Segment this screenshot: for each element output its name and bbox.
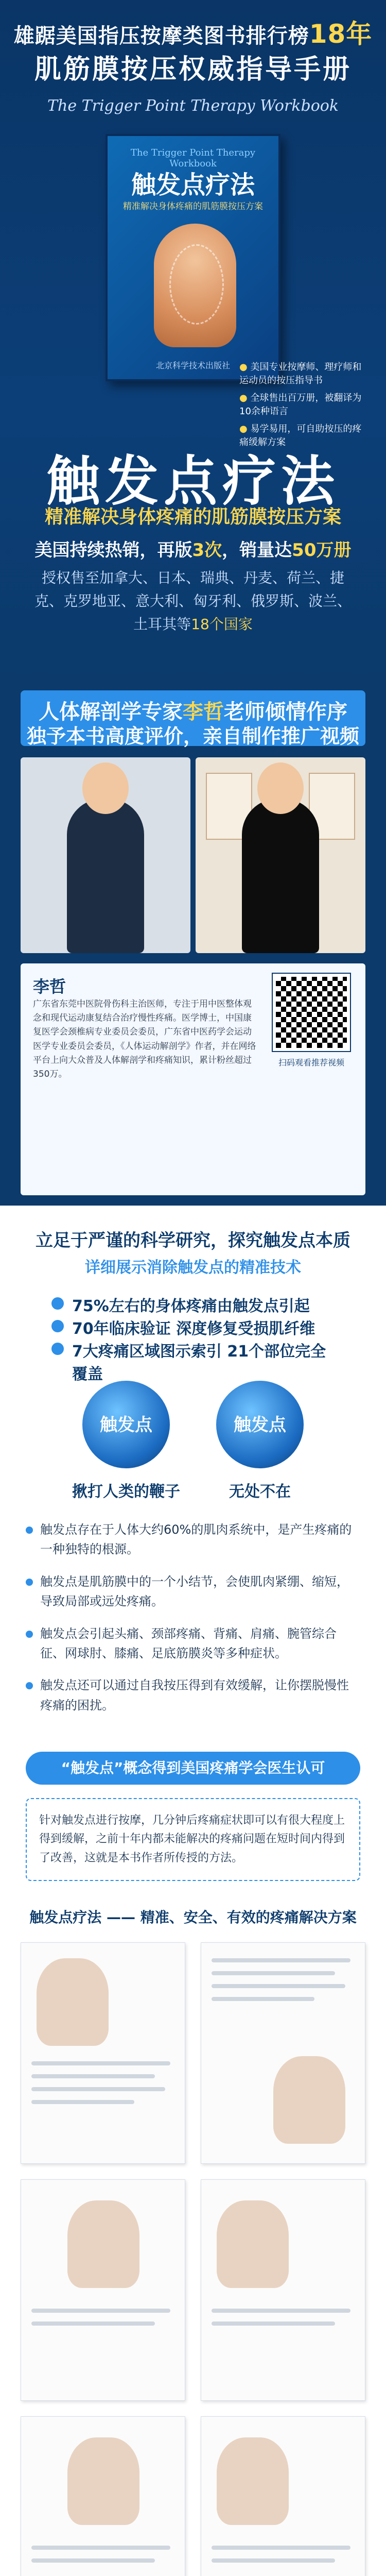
- key-fact-item: 7大疼痛区域图示索引 21个部位完全覆盖: [51, 1338, 340, 1361]
- recognition-note: 针对触发点进行按摩，几分钟后疼痛症状即可以有很大程度上得到缓解，之前十年内都未能解决的疼痛问题在短时间内得到了改善，这就是本书作者所传授的方法。: [26, 1798, 360, 1881]
- licensing-countries: [31, 567, 355, 636]
- science-heading-line2: 详细展示消除触发点的精准技术: [85, 1259, 301, 1277]
- key-facts-list: [51, 1293, 340, 1383]
- sphere-label: 触发点: [100, 1415, 152, 1435]
- qr-caption: 扫码观看推荐视频: [278, 1058, 344, 1067]
- preface-banner: [21, 690, 365, 746]
- book-cover-english-title: The Trigger Point Therapy Workbook: [130, 147, 256, 169]
- sphere-label: 触发点: [234, 1415, 286, 1435]
- trigger-point-sphere-right: [216, 1381, 304, 1468]
- sales-stat-pre: 美国持续热销，再版: [34, 540, 192, 561]
- book-cover-title: 触发点疗法: [131, 171, 255, 199]
- hero-english-subtitle: The Trigger Point Therapy Workbook: [47, 97, 339, 115]
- blurb-item: ● 全球售出百万册，被翻译为10余种语言: [239, 392, 368, 418]
- hero-title-line1: [0, 13, 386, 50]
- science-heading-line1: 立足于严谨的科学研究，探究触发点本质: [36, 1230, 350, 1251]
- science-heading: [0, 1226, 386, 1277]
- blurb-item: ● 易学易用，可自助按压的疼痛缓解方案: [239, 422, 368, 449]
- preface-author-section: [0, 680, 386, 1206]
- sample-page: [201, 2179, 365, 2401]
- author-name: 李哲: [33, 977, 66, 996]
- author-classroom-photo: [196, 757, 365, 953]
- explanation-paragraph: 触发点还可以通过自我按压得到有效缓解，让你摆脱慢性疼痛的困扰。: [26, 1675, 360, 1715]
- hand-massage-figure: [217, 2200, 289, 2288]
- anatomy-figure: [273, 2056, 345, 2144]
- book-cover: [106, 134, 280, 381]
- sample-page: [21, 1942, 185, 2164]
- sales-stat-mid: ，销量达: [222, 540, 292, 561]
- hand-massage-figure: [67, 2200, 139, 2288]
- sphere-caption-left: 揪打人类的鞭子: [72, 1483, 180, 1501]
- sales-stat-copies: 50万册: [292, 540, 352, 561]
- book-cover-publisher: 北京科学技术出版社: [155, 361, 230, 370]
- content-section: [0, 1206, 386, 2576]
- sales-stat: [0, 536, 386, 561]
- body-map-figure: [67, 2437, 139, 2525]
- author-figure: [67, 799, 144, 953]
- blurb-item: ● 美国专业按摩师、理疗师和运动员的按压指导书: [239, 361, 368, 387]
- sphere-caption-right: 无处不在: [229, 1483, 291, 1501]
- sales-stat-editions: 3次: [192, 540, 222, 561]
- body-map-figure: [217, 2437, 289, 2525]
- preface-banner-pre: 人体解剖学专家: [39, 700, 183, 724]
- book-page-samples: [21, 1942, 365, 2576]
- author-bio-card: [21, 963, 365, 1195]
- trigger-point-sphere-left: [82, 1381, 170, 1468]
- sample-page: [201, 2416, 365, 2576]
- licensing-countries-text: 授权售至加拿大、日本、瑞典、丹麦、荷兰、捷克、克罗地亚、意大利、匈牙利、俄罗斯、波兰、土耳其等: [34, 569, 352, 633]
- sample-page: [21, 2416, 185, 2576]
- solution-heading: 触发点疗法 —— 精准、安全、有效的疼痛解决方案: [29, 1909, 357, 1926]
- licensing-countries-count: 18个国家: [191, 615, 253, 633]
- key-fact-item: 70年临床验证 深度修复受损肌纤维: [51, 1316, 340, 1338]
- hero-title-years: 18年: [309, 19, 373, 49]
- preface-banner-name: 李哲: [183, 700, 224, 724]
- recognition-pill: “触发点”概念得到美国疼痛学会医生认可: [26, 1752, 360, 1785]
- hero-title-pre: 雄踞美国指压按摩类图书排行榜: [13, 24, 309, 48]
- hero-tagline: 触发点疗法: [46, 450, 340, 513]
- book-cover-figure-illustration: [154, 224, 236, 347]
- explanation-paragraph: 触发点会引起头痛、颈部疼痛、背痛、肩痛、腕管综合征、网球肘、膝痛、足底筋膜炎等多种症状。: [26, 1624, 360, 1664]
- author-portrait-photo: [21, 757, 190, 953]
- preface-banner-line2: 独予本书高度评价，亲自制作推广视频: [26, 725, 359, 748]
- book-cover-subtitle: 精准解决身体疼痛的肌筋膜按压方案: [123, 201, 263, 212]
- trigger-point-explanations: [26, 1520, 360, 1727]
- explanation-paragraph: 触发点存在于人体大约60%的肌肉系统中，是产生疼痛的一种独特的根源。: [26, 1520, 360, 1560]
- preface-banner-post: 老师倾情作序: [224, 700, 347, 724]
- author-figure: [242, 799, 319, 953]
- hero-tagline-sub: 精准解决身体疼痛的肌筋膜按压方案: [44, 506, 341, 528]
- sample-page: [201, 1942, 365, 2164]
- video-qr-code[interactable]: [273, 974, 350, 1051]
- explanation-paragraph: 触发点是肌筋膜中的一个小结节，会使肌肉紧绷、缩短，导致局部或远处疼痛。: [26, 1572, 360, 1612]
- anatomy-figure: [37, 1958, 109, 2046]
- sample-page: [21, 2179, 185, 2401]
- key-fact-item: 75%左右的身体疼痛由触发点引起: [51, 1293, 340, 1316]
- author-bio-text: 广东省东莞中医院骨伤科主治医师，专注于用中医整体观念和现代运动康复结合治疗慢性疼痛。医学博士，中国康复医学会颈椎病专业委员会委员，广东省中医药学会运动医学专业委员会委员，《人体运动解剖学》作者，并在网络平台上向大众普及人体解剖学和疼痛知识，累计粉丝超过350万。: [33, 999, 256, 1079]
- hero-section: [0, 0, 386, 680]
- hero-title-line2: 肌筋膜按压权威指导手册: [34, 54, 352, 85]
